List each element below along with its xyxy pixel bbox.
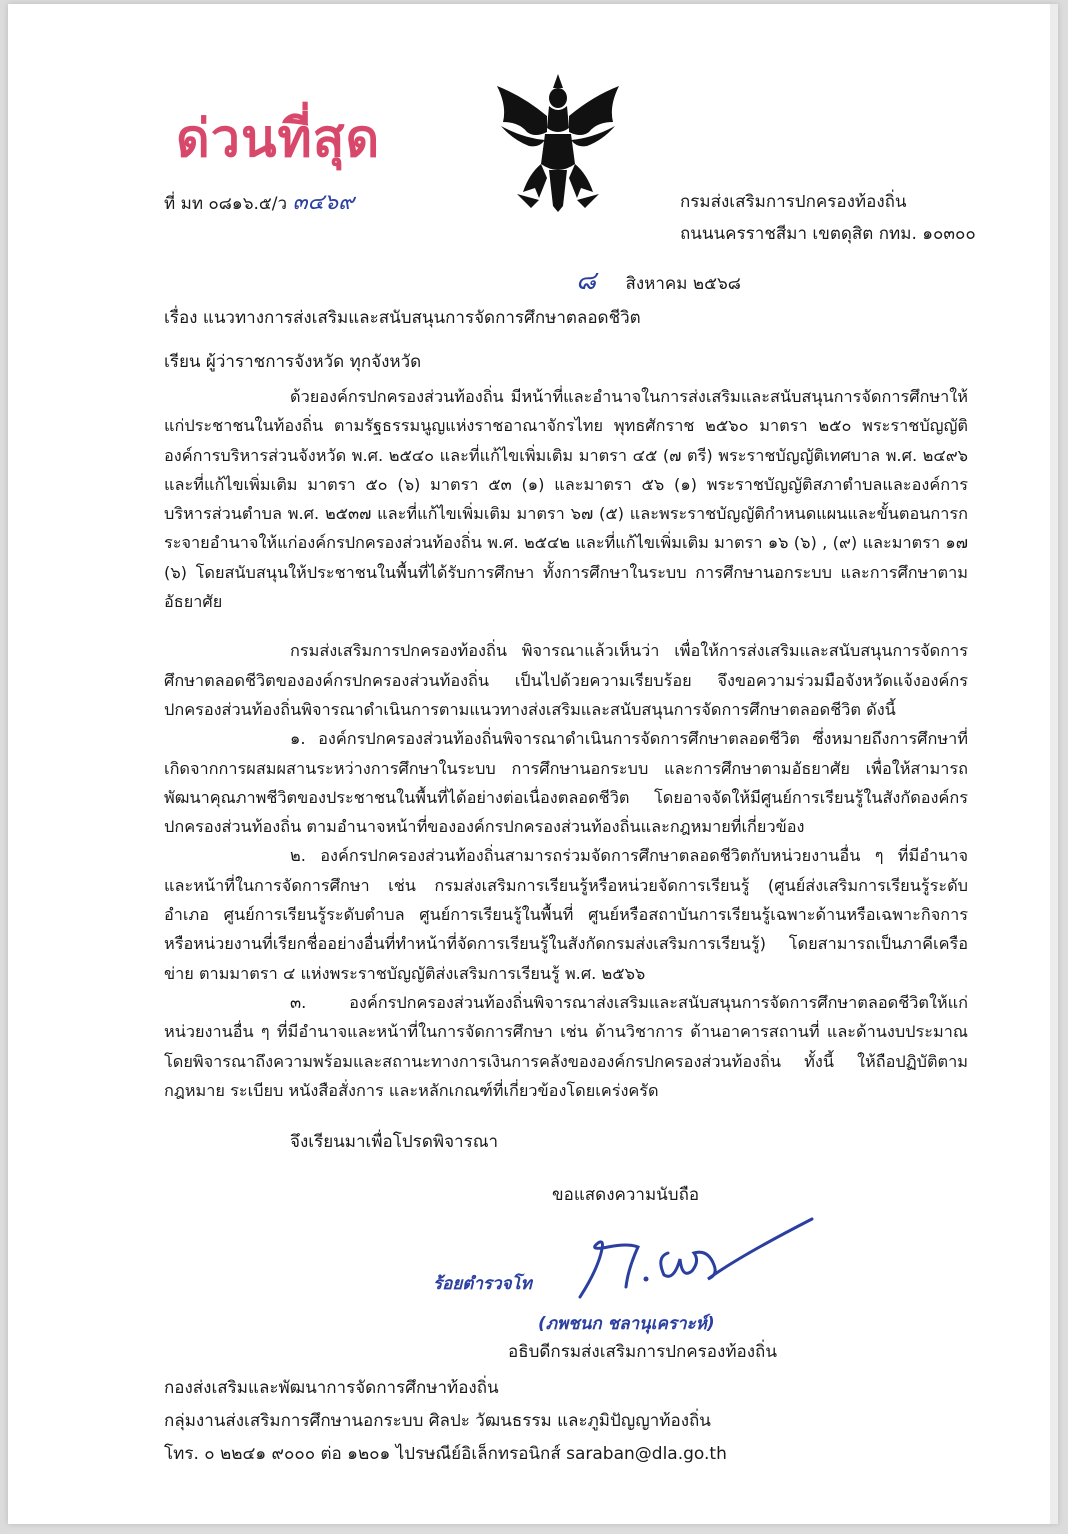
agency-address: ถนนนครราชสีมา เขตดุสิต กทม. ๑๐๓๐๐: [680, 224, 976, 244]
paragraph-1: ด้วยองค์กรปกครองส่วนท้องถิ่น มีหน้าที่และอำนาจในการส่งเสริมและสนับสนุนการจัดการศึกษาให้แก่ประชาชนในท้องถิ่น ตามรัฐธรรมนูญแห่งราชอาณาจักรไทย พุทธศักราช ๒๕๖๐ มาตรา ๒๕๐ พระราชบัญญัติองค์การบริหารส่วนจังหวัด พ.ศ. ๒๕๔๐ และที่แก้ไขเพิ่มเติม มาตรา ๔๕ (๗ ตรี) พระราชบัญญัติเทศบาล พ.ศ. ๒๔๙๖ และที่แก้ไขเพิ่มเติม มาตรา ๕๐ (๖) มาตรา ๕๓ (๑) และมาตรา ๕๖ (๑) พระราชบัญญัติสภาตำบลและองค์การบริหารส่วนตำบล พ.ศ. ๒๕๓๗ และที่แก้ไขเพิ่มเติม มาตรา ๖๗ (๕) และพระราชบัญญัติกำหนดแผนและขั้นตอนการกระจายอำนาจให้แก่องค์กรปกครองส่วนท้องถิ่น พ.ศ. ๒๕๔๒ และที่แก้ไขเพิ่มเติม มาตรา ๑๖ (๖) , (๙) และมาตรา ๑๗ (๖) โดยสนับสนุนให้ประชาชนในพื้นที่ได้รับการศึกษา ทั้งการศึกษาในระบบ การศึกษานอกระบบ และการศึกษาตามอัธยาศัย: [164, 387, 968, 612]
footer-group: กลุ่มงานส่งเสริมการศึกษานอกระบบ ศิลปะ วัฒนธรรม และภูมิปัญญาท้องถิ่น: [164, 1411, 711, 1431]
signer-name: (ภพชนก ชลานุเคราะห์): [538, 1314, 715, 1334]
signer-position: อธิบดีกรมส่งเสริมการปกครองท้องถิ่น: [508, 1342, 777, 1362]
document-number-prefix: ที่ มท ๐๘๑๖.๕/ว: [164, 194, 288, 214]
recipient-line: เรียน ผู้ว่าราชการจังหวัด ทุกจังหวัด: [164, 352, 422, 372]
document-number: [164, 184, 354, 219]
page-edge: [1050, 4, 1058, 1524]
subject-line: เรื่อง แนวทางการส่งเสริมและสนับสนุนการจัดการศึกษาตลอดชีวิต: [164, 308, 641, 328]
date-day: ๘: [576, 266, 597, 296]
signer-rank: ร้อยตำรวจโท: [433, 1274, 532, 1294]
urgency-stamp: ด่วนที่สุด: [176, 108, 381, 169]
document-number-handwritten: ๓๔๖๙: [292, 190, 355, 215]
date-month-year: สิงหาคม ๒๕๖๘: [625, 274, 741, 294]
closing-regards: ขอแสดงความนับถือ: [552, 1185, 700, 1205]
footer-contact: [164, 1372, 727, 1471]
document-date: [576, 260, 741, 301]
document-page: [8, 4, 1058, 1524]
letter-body: [164, 382, 968, 1105]
paragraph-2: กรมส่งเสริมการปกครองท้องถิ่น พิจารณาแล้วเห็นว่า เพื่อให้การส่งเสริมและสนับสนุนการจัดการศึกษาตลอดชีวิตขององค์กรปกครองส่วนท้องถิ่น เป็นไปด้วยความเรียบร้อย จึงขอความร่วมมือจังหวัดแจ้งองค์กรปกครองส่วนท้องถิ่นพิจารณาดำเนินการตามแนวทางส่งเสริมและสนับสนุนการจัดการศึกษาตลอดชีวิต ดังนี้: [164, 641, 968, 719]
garuda-emblem-icon: [483, 66, 633, 216]
item-1: ๑. องค์กรปกครองส่วนท้องถิ่นพิจารณาดำเนินการจัดการศึกษาตลอดชีวิต ซึ่งหมายถึงการศึกษาที่เกิดจากการผสมผสานระหว่างการศึกษาในระบบ การศึกษานอกระบบ และการศึกษาตามอัธยาศัย เพื่อให้สามารถพัฒนาคุณภาพชีวิตของประชาชนในพื้นที่ได้อย่างต่อเนื่องตลอดชีวิต โดยอาจจัดให้มีศูนย์การเรียนรู้ในสังกัดองค์กรปกครองส่วนท้องถิ่น ตามอำนาจหน้าที่ขององค์กรปกครองส่วนท้องถิ่นและกฎหมายที่เกี่ยวข้อง: [164, 729, 968, 837]
footer-contact-line: โทร. ๐ ๒๒๔๑ ๙๐๐๐ ต่อ ๑๒๐๑ ไปรษณีย์อิเล็กทรอนิกส์ saraban@dla.go.th: [164, 1444, 727, 1464]
item-3: ๓. องค์กรปกครองส่วนท้องถิ่นพิจารณาส่งเสริมและสนับสนุนการจัดการศึกษาตลอดชีวิตให้แก่หน่วยงานอื่น ๆ ที่มีอำนาจและหน้าที่ในการจัดการศึกษา เช่น ด้านวิชาการ ด้านอาคารสถานที่ และด้านงบประมาณ โดยพิจารณาถึงความพร้อมและสถานะทางการเงินการคลังขององค์กรปกครองส่วนท้องถิ่น ทั้งนี้ ให้ถือปฏิบัติตามกฎหมาย ระเบียบ หนังสือสั่งการ และหลักเกณฑ์ที่เกี่ยวข้องโดยเคร่งครัด: [164, 992, 968, 1100]
footer-division: กองส่งเสริมและพัฒนาการจัดการศึกษาท้องถิ่น: [164, 1378, 499, 1398]
closing-request: จึงเรียนมาเพื่อโปรดพิจารณา: [290, 1132, 499, 1152]
agency-name: กรมส่งเสริมการปกครองท้องถิ่น: [680, 192, 907, 212]
signature-icon: [568, 1209, 818, 1309]
item-2: ๒. องค์กรปกครองส่วนท้องถิ่นสามารถร่วมจัดการศึกษาตลอดชีวิตกับหน่วยงานอื่น ๆ ที่มีอำนาจและหน้าที่ในการจัดการศึกษา เช่น กรมส่งเสริมการเรียนรู้หรือหน่วยจัดการเรียนรู้ (ศูนย์ส่งเสริมการเรียนรู้ระดับอำเภอ ศูนย์การเรียนรู้ระดับตำบล ศูนย์การเรียนรู้ในพื้นที่ ศูนย์หรือสถาบันการเรียนรู้เฉพาะด้านหรือเฉพาะกิจการ หรือหน่วยงานที่เรียกชื่ออย่างอื่นที่ทำหน้าที่จัดการเรียนรู้ในสังกัดกรมส่งเสริมการเรียนรู้) โดยสามารถเป็นภาคีเครือข่าย ตามมาตรา ๔ แห่งพระราชบัญญัติส่งเสริมการเรียนรู้ พ.ศ. ๒๕๖๖: [164, 846, 968, 983]
agency-block: [680, 186, 976, 250]
